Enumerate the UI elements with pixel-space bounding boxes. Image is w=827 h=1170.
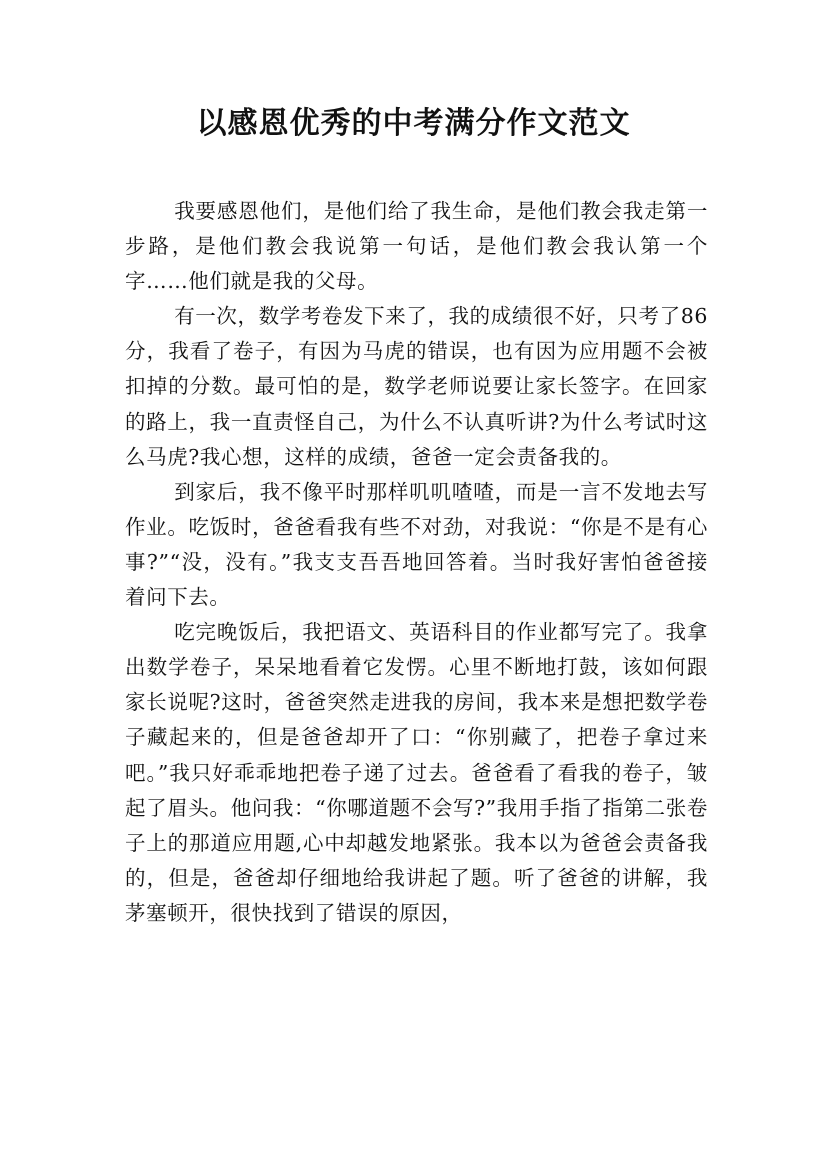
paragraph: 到家后，我不像平时那样叽叽喳喳，而是一言不发地去写作业。吃饭时，爸爸看我有些不对劲，对我说：“你是不是有心事?”“没，没有。”我支支吾吾地回答着。当时我好害怕爸爸接着问下去。 — [125, 479, 708, 610]
paragraph: 有一次，数学考卷发下来了，我的成绩很不好，只考了86分，我看了卷子，有因为马虎的错误，也有因为应用题不会被扣掉的分数。最可怕的是，数学老师说要让家长签字。在回家的路上，我一直责怪自己，为什么不认真听讲?为什么考试时这么马虎?我心想，这样的成绩，爸爸一定会责备我的。 — [125, 304, 708, 469]
document-body — [125, 194, 708, 931]
paragraph: 吃完晚饭后，我把语文、英语科目的作业都写完了。我拿出数学卷子，呆呆地看着它发愣。心里不断地打鼓，该如何跟家长说呢?这时，爸爸突然走进我的房间，我本来是想把数学卷子藏起来的，但是爸爸却开了口：“你别藏了，把卷子拿过来吧。”我只好乖乖地把卷子递了过去。爸爸看了看我的卷子，皱起了眉头。他问我：“你哪道题不会写?”我用手指了指第二张卷子上的那道应用题,心中却越发地紧张。我本以为爸爸会责备我的，但是，爸爸却仔细地给我讲起了题。听了爸爸的讲解，我茅塞顿开，很快找到了错误的原因， — [125, 620, 708, 925]
document-title: 以感恩优秀的中考满分作文范文 — [196, 106, 631, 141]
paragraph: 我要感恩他们，是他们给了我生命，是他们教会我走第一步路，是他们教会我说第一句话，是他们教会我认第一个字……他们就是我的父母。 — [125, 199, 708, 294]
